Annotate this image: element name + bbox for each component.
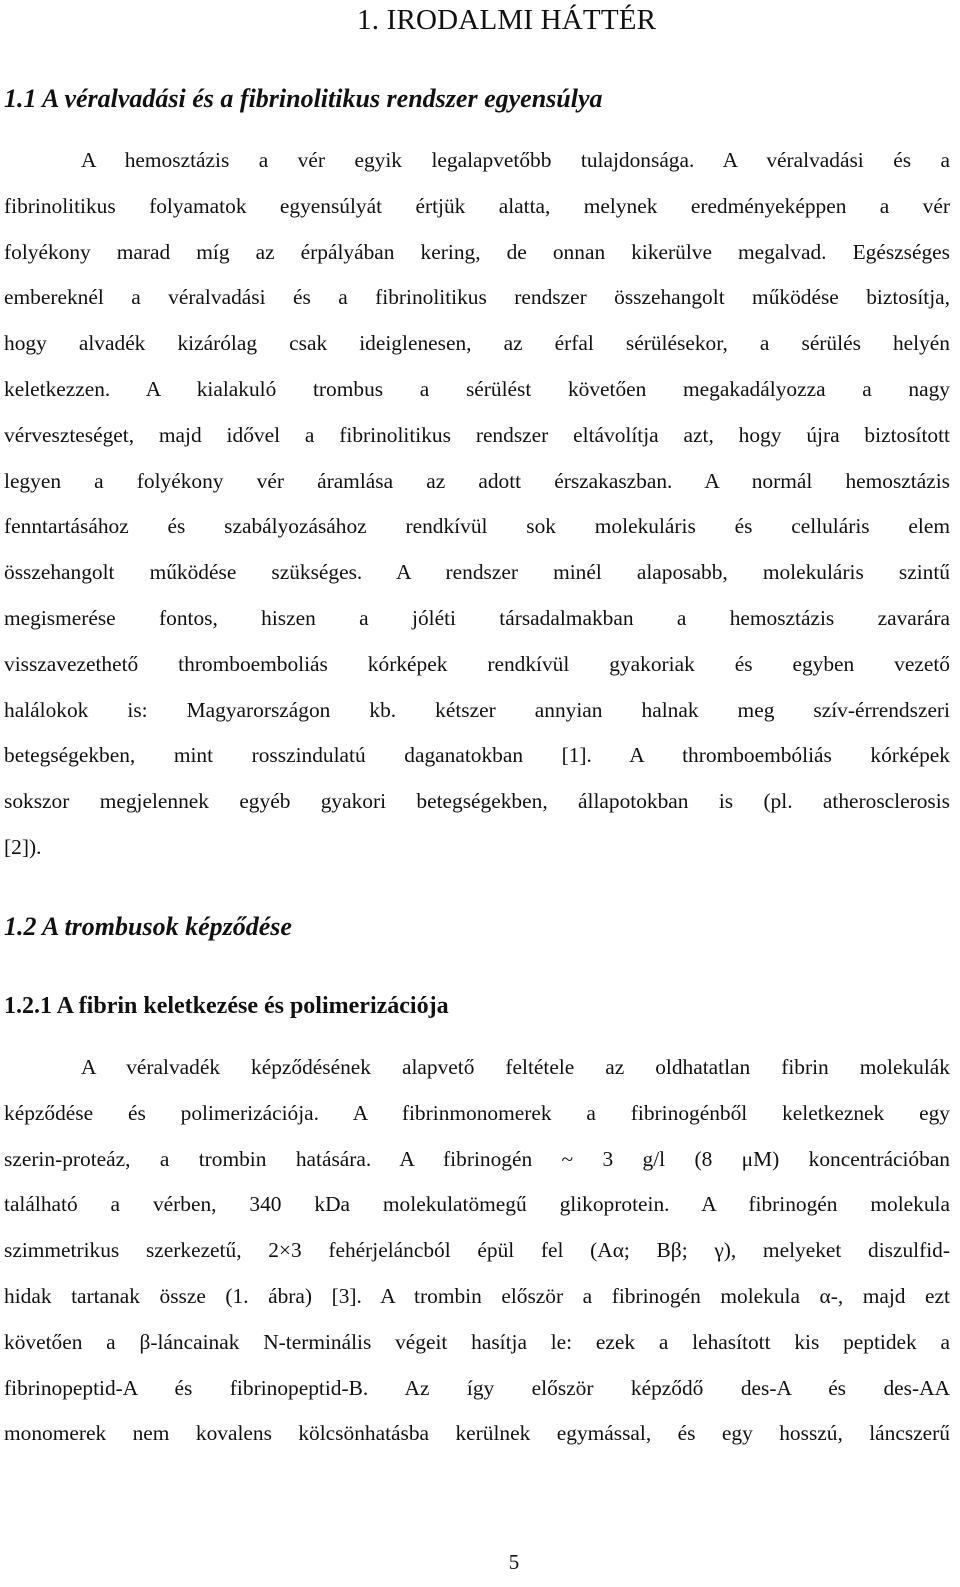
- paragraph-line: összehangolt működése szükséges. A rendszer minél alaposabb, molekuláris szintű: [4, 560, 950, 585]
- paragraph-fibrin: [4, 1045, 950, 1457]
- paragraph-line: monomerek nem kovalens kölcsönhatásba kerülnek egymással, és egy hosszú, láncszerű: [4, 1421, 950, 1446]
- chapter-number: 1.: [357, 4, 380, 36]
- paragraph-line: követően a β-láncainak N-terminális végeit hasítja le: ezek a lehasított kis peptidek a: [4, 1329, 950, 1354]
- paragraph-line: A hemosztázis a vér egyik legalapvetőbb tulajdonsága. A véralvadási és a: [81, 148, 950, 172]
- paragraph-line: vérveszteséget, majd idővel a fibrinolitikus rendszer eltávolítja azt, hogy újra biztosított: [4, 422, 950, 447]
- paragraph-line: legyen a folyékony vér áramlása az adott érszakaszban. A normál hemosztázis: [4, 468, 950, 493]
- paragraph-line: fibrinolitikus folyamatok egyensúlyát értjük alatta, melynek eredményeképpen a vér: [4, 193, 950, 218]
- paragraph-line: fibrinopeptid-A és fibrinopeptid-B. Az így először képződő des-A és des-AA: [4, 1375, 950, 1400]
- chapter-title-text: IRODALMI HÁTTÉR: [386, 4, 657, 36]
- chapter-title: [357, 4, 656, 37]
- page-number: 5: [508, 1550, 520, 1574]
- paragraph-line: embereknél a véralvadási és a fibrinolitikus rendszer összehangolt működése biztosítja,: [4, 285, 950, 310]
- paragraph-line: hogy alvadék kizárólag csak ideiglenesen, az érfal sérülésekor, a sérülés helyén: [4, 331, 950, 356]
- section-heading-1-2: 1.2 A trombusok képződése: [4, 912, 292, 941]
- paragraph-line: szerin-proteáz, a trombin hatására. A fibrinogén ~ 3 g/l (8 μM) koncentrációban: [4, 1146, 950, 1171]
- paragraph-line: halálokok is: Magyarországon kb. kétszer annyian halnak meg szív-érrendszeri: [4, 697, 950, 722]
- paragraph-line: található a vérben, 340 kDa molekulatömegű glikoprotein. A fibrinogén molekula: [4, 1192, 950, 1217]
- paragraph-line: megismerése fontos, hiszen a jóléti társadalmakban a hemosztázis zavarára: [4, 605, 950, 630]
- paragraph-line: visszavezethető thromboemboliás kórképek rendkívül gyakoriak és egyben vezető: [4, 651, 950, 676]
- paragraph-line: szimmetrikus szerkezetű, 2×3 fehérjeláncból épül fel (Aα; Bβ; γ), melyeket diszulfid-: [4, 1238, 950, 1263]
- paragraph-line: [2]).: [4, 834, 42, 859]
- paragraph-line: betegségekben, mint rosszindulatú daganatokban [1]. A thromboembóliás kórképek: [4, 743, 950, 768]
- paragraph-line: sokszor megjelennek egyéb gyakori betegségekben, állapotokban is (pl. atherosclerosis: [4, 789, 950, 814]
- paragraph-line: hidak tartanak össze (1. ábra) [3]. A trombin először a fibrinogén molekula α-, majd ezt: [4, 1283, 950, 1308]
- paragraph-line: képződése és polimerizációja. A fibrinmonomerek a fibrinogénből keletkeznek egy: [4, 1100, 950, 1125]
- subsection-heading-1-2-1: 1.2.1 A fibrin keletkezése és polimerizációja: [4, 993, 449, 1019]
- paragraph-line: A véralvadék képződésének alapvető feltétele az oldhatatlan fibrin molekulák: [81, 1055, 950, 1079]
- paragraph-hemostasis: [4, 138, 950, 871]
- paragraph-line: fenntartásához és szabályozásához rendkívül sok molekuláris és celluláris elem: [4, 514, 950, 539]
- paragraph-line: keletkezzen. A kialakuló trombus a sérülést követően megakadályozza a nagy: [4, 376, 950, 401]
- paragraph-line: folyékony marad míg az érpályában kering, de onnan kikerülve megalvad. Egészséges: [4, 239, 950, 264]
- section-heading-1-1: 1.1 A véralvadási és a fibrinolitikus rendszer egyensúlya: [4, 84, 603, 113]
